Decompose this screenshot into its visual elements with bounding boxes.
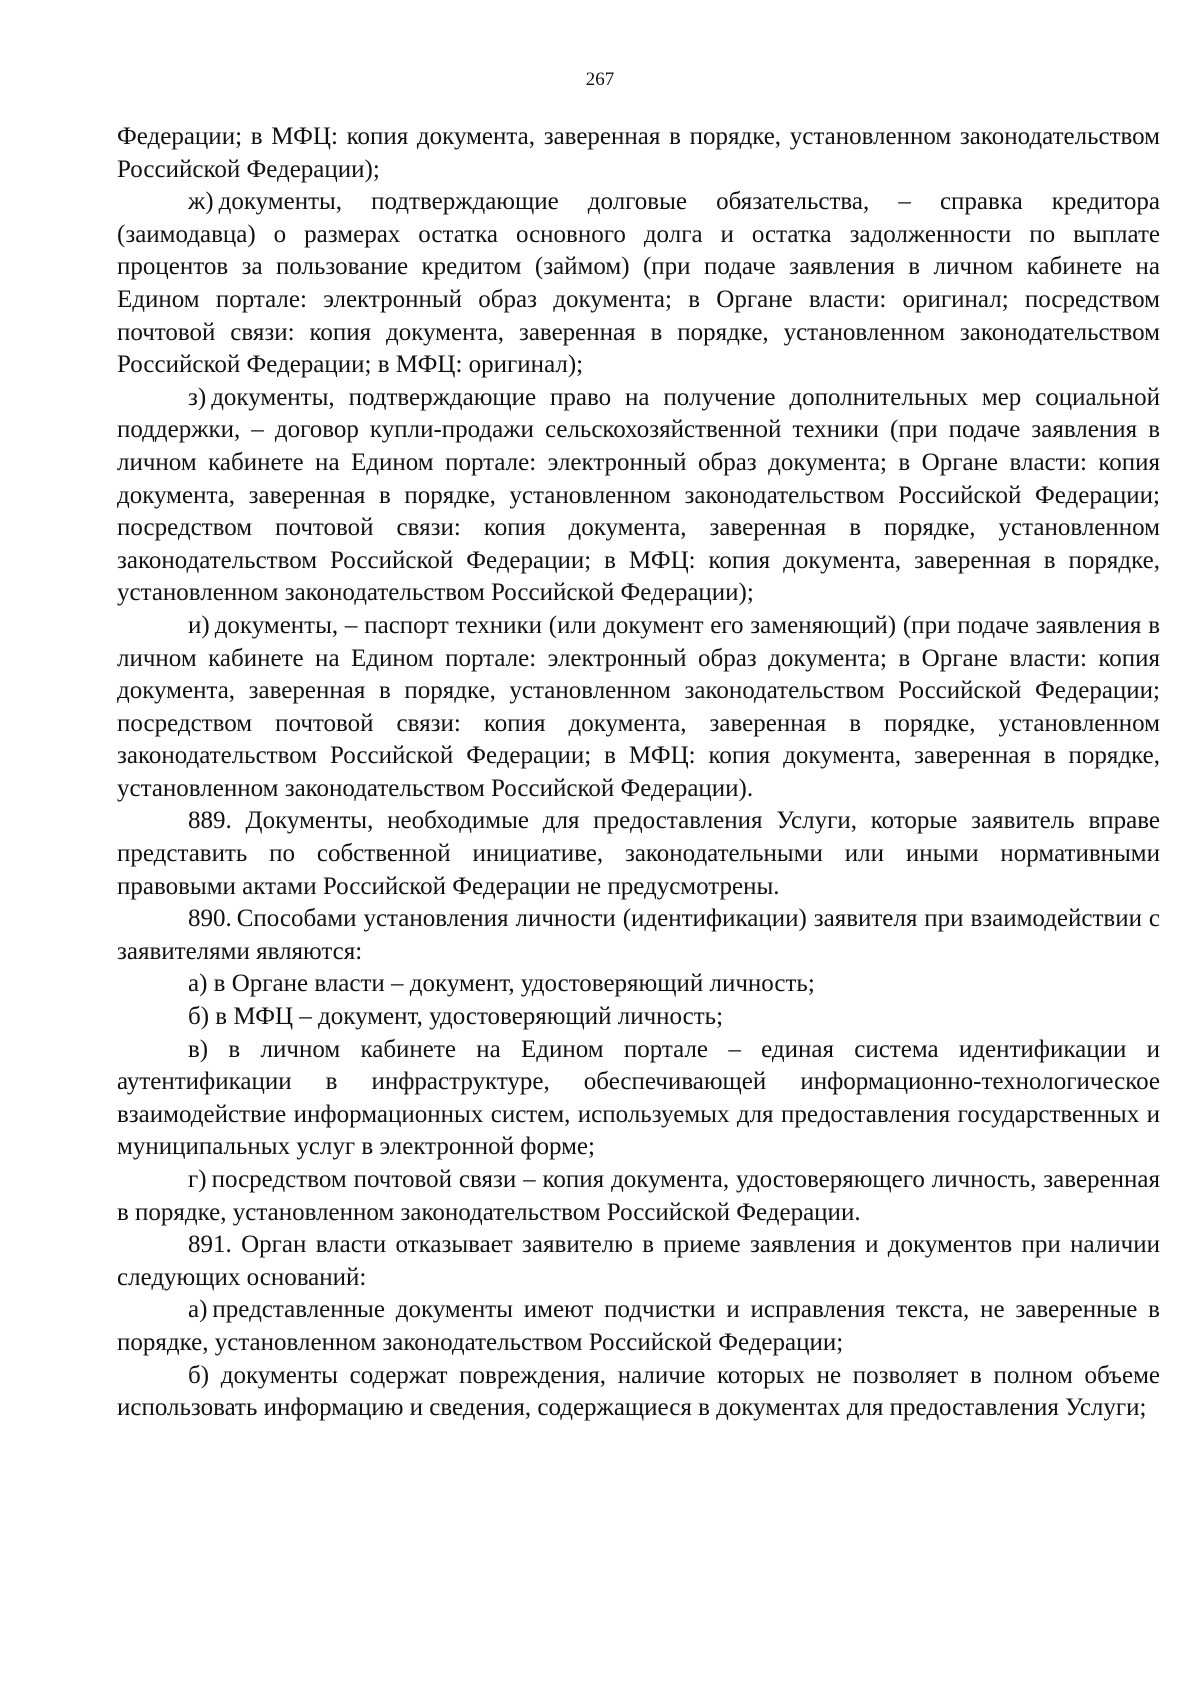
paragraph: б) документы содержат повреждения, наличие которых не позволяет в полном объеме использовать информацию и сведения, содержащиеся в документах для предоставления Услуги; xyxy=(117,1361,1160,1422)
page-number: 267 xyxy=(585,69,615,90)
paragraph: 889. Документы, необходимые для предоставления Услуги, которые заявитель вправе представить по собственной инициативе, законодательными или иными нормативными правовыми актами Российской Федерации не предусмотрены. xyxy=(117,807,1160,900)
paragraph: з) документы, подтверждающие право на получение дополнительных мер социальной поддержки, – договор купли-продажи сельскохозяйственной техники (при подаче заявления в личном кабинете на Едином портале: электронный образ документа; в Органе власти: копия документа, заверенная в порядке, установленном законодательством Российской Федерации; посредством почтовой связи: копия документа, заверенная в порядке, установленном законодательством Российской Федерации; в МФЦ: копия документа, заверенная в порядке, установленном законодательством Российской Федерации); xyxy=(117,383,1160,607)
paragraph: ж) документы, подтверждающие долговые обязательства, – справка кредитора (заимодавца) о размерах остатка основного долга и остатка задолженности по выплате процентов за пользование кредитом (займом) (при подаче заявления в личном кабинете на Едином портале: электронный образ документа; в Органе власти: оригинал; посредством почтовой связи: копия документа, заверенная в порядке, установленном законодательством Российской Федерации; в МФЦ: оригинал); xyxy=(117,188,1160,379)
document-body xyxy=(117,121,1160,1425)
paragraph: 891. Орган власти отказывает заявителю в приеме заявления и документов при наличии следующих оснований: xyxy=(117,1231,1160,1291)
paragraph: б) в МФЦ – документ, удостоверяющий личность; xyxy=(188,1003,724,1031)
paragraph: а) в Органе власти – документ, удостоверяющий личность; xyxy=(188,970,815,998)
paragraph: и) документы, – паспорт техники (или документ его заменяющий) (при подаче заявления в личном кабинете на Едином портале: электронный образ документа; в Органе власти: копия документа, заверенная в порядке, установленном законодательством Российской Федерации; посредством почтовой связи: копия документа, заверенная в порядке, установленном законодательством Российской Федерации; в МФЦ: копия документа, заверенная в порядке, установленном законодательством Российской Федерации). xyxy=(117,611,1160,802)
paragraph: а) представленные документы имеют подчистки и исправления текста, не заверенные в порядке, установленном законодательством Российской Федерации; xyxy=(117,1296,1160,1356)
paragraph: в) в личном кабинете на Едином портале – единая система идентификации и аутентификации в инфраструктуре, обеспечивающей информационно-технологическое взаимодействие информационных систем, используемых для предоставления государственных и муниципальных услуг в электронной форме; xyxy=(117,1035,1160,1161)
paragraph: 890. Способами установления личности (идентификации) заявителя при взаимодействии с заявителями являются: xyxy=(117,905,1160,965)
paragraph: г) посредством почтовой связи – копия документа, удостоверяющего личность, заверенная в порядке, установленном законодательством Российской Федерации. xyxy=(117,1166,1160,1226)
paragraph: Федерации; в МФЦ: копия документа, заверенная в порядке, установленном законодательством Российской Федерации); xyxy=(117,123,1160,183)
